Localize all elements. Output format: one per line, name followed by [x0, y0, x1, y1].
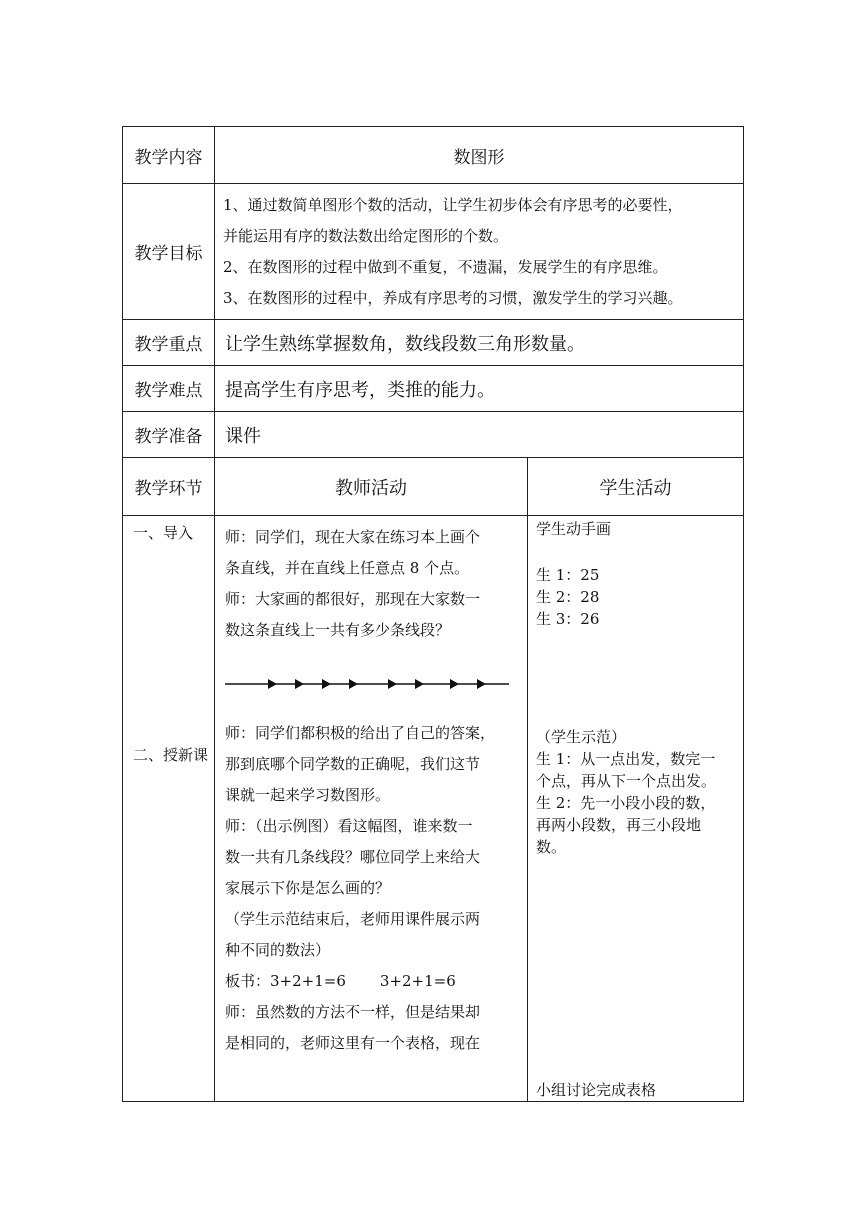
- preparation-value: 课件: [215, 412, 744, 458]
- teacher-line: 师：（出示例图）看这幅图，谁来数一: [225, 817, 473, 835]
- label-preparation: 教学准备: [123, 412, 215, 458]
- label-objectives: 教学目标: [123, 184, 215, 320]
- student-discuss: 小组讨论完成表格: [536, 1081, 657, 1099]
- lesson-plan-table: [122, 126, 744, 1102]
- label-difficulties: 教学难点: [123, 366, 215, 412]
- section-new-lesson: 二、授新课: [133, 746, 209, 764]
- teacher-line: 那到底哪个同学数的正确呢，我们这节: [225, 755, 481, 773]
- teacher-line: （学生示范结束后，老师用课件展示两: [225, 910, 481, 928]
- teacher-line: 师：同学们都积极的给出了自己的答案，: [225, 724, 496, 742]
- teacher-line: 种不同的数法）: [225, 941, 331, 959]
- objective-line: 2、在数图形的过程中做到不重复，不遗漏，发展学生的有序思维。: [223, 257, 668, 276]
- row-process-body: [123, 516, 744, 1102]
- label-content: 教学内容: [123, 127, 215, 184]
- teacher-line: 条直线，并在直线上任意点 8 个点。: [225, 559, 470, 577]
- teacher-line: 数这条直线上一共有多少条线段？: [225, 621, 451, 639]
- student-demo: 生 2：先一小段小段的数，: [536, 794, 716, 812]
- key-points-value: 让学生熟练掌握数角，数线段数三角形数量。: [215, 320, 744, 366]
- teacher-line: 家展示下你是怎么画的？: [225, 879, 391, 897]
- board-line: [215, 966, 527, 997]
- objectives-cell: [215, 184, 744, 320]
- student-answer: 生 1：25: [536, 566, 600, 584]
- student-activity-header: 学生活动: [528, 458, 744, 516]
- row-content: [123, 127, 744, 184]
- row-process-header: [123, 458, 744, 516]
- teacher-activity-cell: [215, 516, 528, 1102]
- teacher-activity-header: 教师活动: [215, 458, 528, 516]
- figure-point: [349, 679, 358, 689]
- student-demo: 数。: [536, 838, 567, 856]
- section-intro: 一、导入: [133, 524, 194, 542]
- figure-point: [450, 679, 459, 689]
- figure-point: [268, 679, 277, 689]
- teacher-line: 数一共有几条线段？哪位同学上来给大: [225, 848, 481, 866]
- figure-point: [295, 679, 304, 689]
- student-answer: 生 3：26: [536, 610, 600, 628]
- figure-point: [415, 679, 424, 689]
- label-process: 教学环节: [123, 458, 215, 516]
- objective-line: 3、在数图形的过程中，养成有序思考的习惯，激发学生的学习兴趣。: [223, 288, 683, 307]
- board-label: 板书：3+2+1=6: [225, 972, 346, 990]
- student-demo: 个点，再从下一个点出发。: [536, 772, 717, 790]
- row-preparation: [123, 412, 744, 458]
- teacher-line: 是相同的，老师这里有一个表格，现在: [225, 1034, 481, 1052]
- teacher-line: 课就一起来学习数图形。: [225, 786, 391, 804]
- student-draw: 学生动手画: [536, 520, 612, 538]
- difficulties-value: 提高学生有序思考，类推的能力。: [215, 366, 744, 412]
- line-segment-figure: [223, 664, 518, 704]
- row-key-points: [123, 320, 744, 366]
- label-key-points: 教学重点: [123, 320, 215, 366]
- objective-line: 1、通过数简单图形个数的活动，让学生初步体会有序思考的必要性，: [223, 195, 683, 214]
- figure-point: [477, 679, 486, 689]
- figure-point: [388, 679, 397, 689]
- objective-line: 并能运用有序的数法数出给定图形的个数。: [223, 226, 509, 245]
- student-demo: 生 1：从一点出发，数完一: [536, 750, 716, 768]
- teacher-line: 师：虽然数的方法不一样，但是结果却: [225, 1003, 481, 1021]
- teacher-line: 师：大家画的都很好，那现在大家数一: [225, 590, 481, 608]
- teacher-line: 师：同学们，现在大家在练习本上画个: [225, 528, 481, 546]
- row-difficulties: [123, 366, 744, 412]
- lesson-title: 数图形: [215, 127, 744, 184]
- section-cell: [123, 516, 215, 1102]
- figure-point: [322, 679, 331, 689]
- board-second: 3+2+1=6: [379, 972, 456, 990]
- student-demo: 再两小段数，再三小段地: [536, 816, 702, 834]
- student-activity-cell: [528, 516, 744, 1102]
- student-answer: 生 2：28: [536, 588, 600, 606]
- student-demo: （学生示范）: [536, 728, 627, 746]
- row-objectives: [123, 184, 744, 320]
